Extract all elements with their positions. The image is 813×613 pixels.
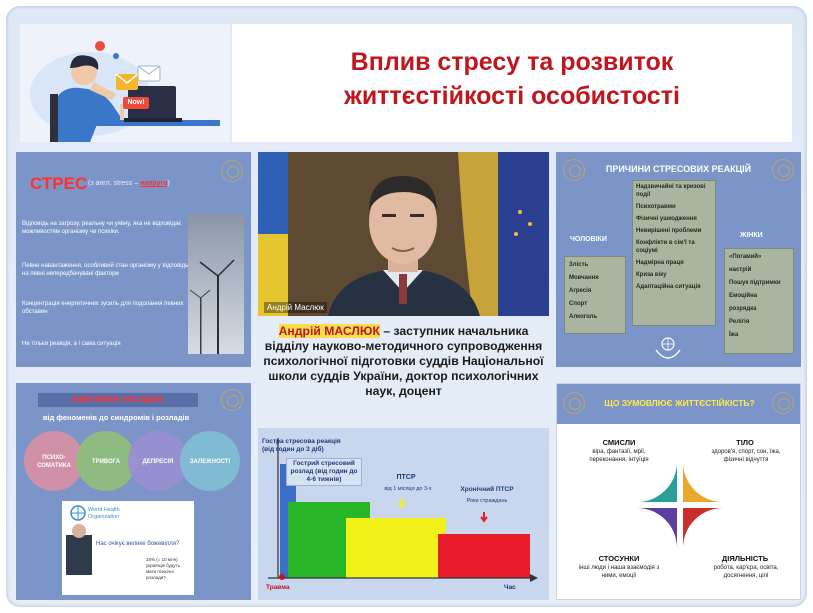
emblem-icon — [221, 160, 243, 182]
men-label: ЧОЛОВІКИ — [570, 236, 607, 243]
cause-item: Невирішені проблеми — [636, 228, 702, 234]
trauma-marker — [279, 574, 285, 580]
stage3-title: ПТСР — [396, 474, 416, 481]
title-box — [232, 24, 792, 142]
men-item: Агресія — [569, 288, 592, 294]
cause-item: Криза віку — [636, 272, 667, 278]
speaker-video — [258, 152, 549, 316]
resilience-quadrant-4 — [683, 508, 723, 548]
video-name-tag: Андрій Маслюк — [264, 302, 327, 313]
who-slide-thumbnail — [62, 501, 194, 595]
arrow-down-icon — [399, 498, 405, 507]
resilience-title: ЩО ЗУМОВЛЮЄ ЖИТТЄСТІЙКІСТЬ? — [604, 398, 755, 408]
speaker-position: – заступник начальника відділу науково-методичного супроводження психологічної підготовки суддів Національної школи суддів України, доктор психологічних наук, доцент — [263, 324, 544, 398]
stage-bar-4 — [438, 534, 530, 578]
q2-text: здоров'я, спорт, сон, їжа, фізичні відчуття — [711, 449, 781, 463]
speaker-photo — [258, 152, 549, 316]
women-item: «Погамий» — [729, 254, 762, 260]
stress-bullet-1: Відповідь на загрозу, реальну чи уявну, яка не відповідає можливостям організму чи психіки. — [22, 221, 182, 235]
affective-circle — [24, 431, 84, 491]
emblem-icon — [563, 392, 585, 414]
stress-title: СТРЕС — [30, 174, 88, 193]
men-item: Злість — [569, 262, 589, 268]
women-item: розрядка — [729, 306, 757, 312]
arrow-down-icon — [481, 512, 487, 521]
page-title-line-1: Вплив стресу та розвиток — [350, 48, 674, 76]
speaker-name: Андрій МАСЛЮК — [278, 324, 380, 338]
causes-center-box — [632, 180, 716, 326]
affective-circle-label: СОМАТИКА — [37, 463, 71, 469]
women-item: Емоційна — [729, 293, 758, 299]
who-name-1: World Health — [88, 507, 120, 513]
emblem-icon — [772, 392, 794, 414]
who-question: Нас очікує велике божевілля? — [96, 541, 180, 547]
affective-circles — [16, 423, 251, 499]
causes-title: ПРИЧИНИ СТРЕСОВИХ РЕАКЦІЙ — [605, 164, 752, 174]
women-item: Релігія — [729, 319, 750, 325]
cause-item: Конфлікти в сім'ї та соціумі — [636, 240, 695, 254]
stress-bullet-4: Не тільки реакція, а і сама ситуація — [22, 341, 121, 347]
stage4-sub: Роки страждань — [466, 498, 508, 504]
who-name-2: Organization — [88, 514, 120, 520]
cause-item: Адаптаційна ситуація — [636, 284, 701, 290]
stressed-worker-illustration — [20, 24, 230, 142]
men-box — [564, 256, 626, 334]
causes-slide — [556, 152, 801, 367]
q4-text: робота, кар'єра, освіта, досягнення, цілі — [713, 565, 779, 579]
stage3-sub: від 1 місяця до 3-х — [384, 486, 432, 492]
header-illustration — [20, 24, 230, 142]
q3-text: інші люди і наша взаємодія з ними, емоції — [578, 565, 660, 579]
stress-slide — [16, 152, 251, 367]
affective-circle-label: ТРИВОГА — [91, 459, 121, 465]
hands-globe-icon — [654, 334, 682, 360]
q1-title: СМИСЛИ — [602, 438, 636, 447]
wind-turbine-photo — [188, 214, 244, 354]
who-fact: 25% (= 10 млн) українців будуть мати психічні розлади? — [146, 557, 181, 580]
women-item: Пошук підтримки — [729, 280, 781, 286]
cause-item: Надзвичайні та кризові події — [636, 184, 706, 198]
x-label-end: Час — [504, 584, 516, 591]
affective-slide — [16, 383, 251, 600]
women-label: ЖІНКИ — [740, 232, 763, 239]
stage1-label: Гостра стресова реакція (від годин до 3 діб) — [262, 438, 341, 453]
speaker-caption — [258, 324, 549, 428]
cause-item: Фізичні ушкодження — [636, 216, 697, 222]
speaker-caption-text — [258, 324, 549, 399]
women-box — [724, 248, 794, 354]
affective-title: АФЕКТИВНІ НАСЛІДКИ: — [71, 395, 165, 404]
page-title-line-2: життєстійкості особистості — [344, 82, 680, 110]
x-label-start: Травма — [266, 584, 290, 591]
cause-item: Психотравми — [636, 204, 676, 210]
men-item: Спорт — [569, 301, 588, 307]
women-item: Їжа — [729, 332, 739, 338]
resilience-quadrant-1 — [637, 462, 677, 502]
affective-circle-label: ПСИХО- — [42, 455, 66, 461]
stage4-title: Хронічний ПТСР — [460, 486, 514, 493]
resilience-slide — [556, 383, 801, 600]
women-item: настрій — [729, 267, 752, 273]
emblem-icon — [221, 389, 243, 411]
q1-text: віра, фантазії, мрії, переконання, інтуїція — [589, 449, 649, 463]
now-badge: Now! — [123, 97, 149, 109]
q4-title: ДІЯЛЬНІСТЬ — [721, 554, 769, 563]
resilience-quadrant-3 — [637, 508, 677, 548]
stress-bullet-2: Певне навантаження, особливий стан організму у відповідь на певні непередбачувані фактори — [22, 263, 189, 277]
stress-stages-chart — [258, 428, 549, 600]
affective-circle — [180, 431, 240, 491]
affective-circle — [76, 431, 136, 491]
resilience-quadrant-2 — [683, 462, 723, 502]
stress-subtitle: (з англ. stress – напруга) — [88, 180, 170, 187]
affective-circle-label: ЗАЛЕЖНОСТІ — [189, 459, 231, 465]
men-item: Мовчання — [569, 275, 599, 281]
affective-circle-label: ДЕПРЕСІЯ — [142, 459, 174, 465]
q2-title: ТІЛО — [736, 438, 754, 447]
men-item: Алкоголь — [569, 314, 598, 320]
stage2-label: Гострий стресовий розлад (від годин до 4-6 тижнів) — [286, 458, 362, 486]
affective-subtitle: від феноменів до синдромів і розладів — [42, 413, 190, 422]
cause-item: Надмірна праця — [636, 260, 684, 266]
stage-bar-3 — [346, 518, 446, 578]
affective-circle — [128, 431, 188, 491]
resilience-quadrants — [635, 460, 725, 550]
stress-bullet-3: Концентрація енергетичних зусиль для подолання певних обставин — [22, 301, 184, 315]
q3-title: СТОСУНКИ — [598, 554, 640, 563]
x-axis-arrow-icon — [530, 574, 538, 582]
